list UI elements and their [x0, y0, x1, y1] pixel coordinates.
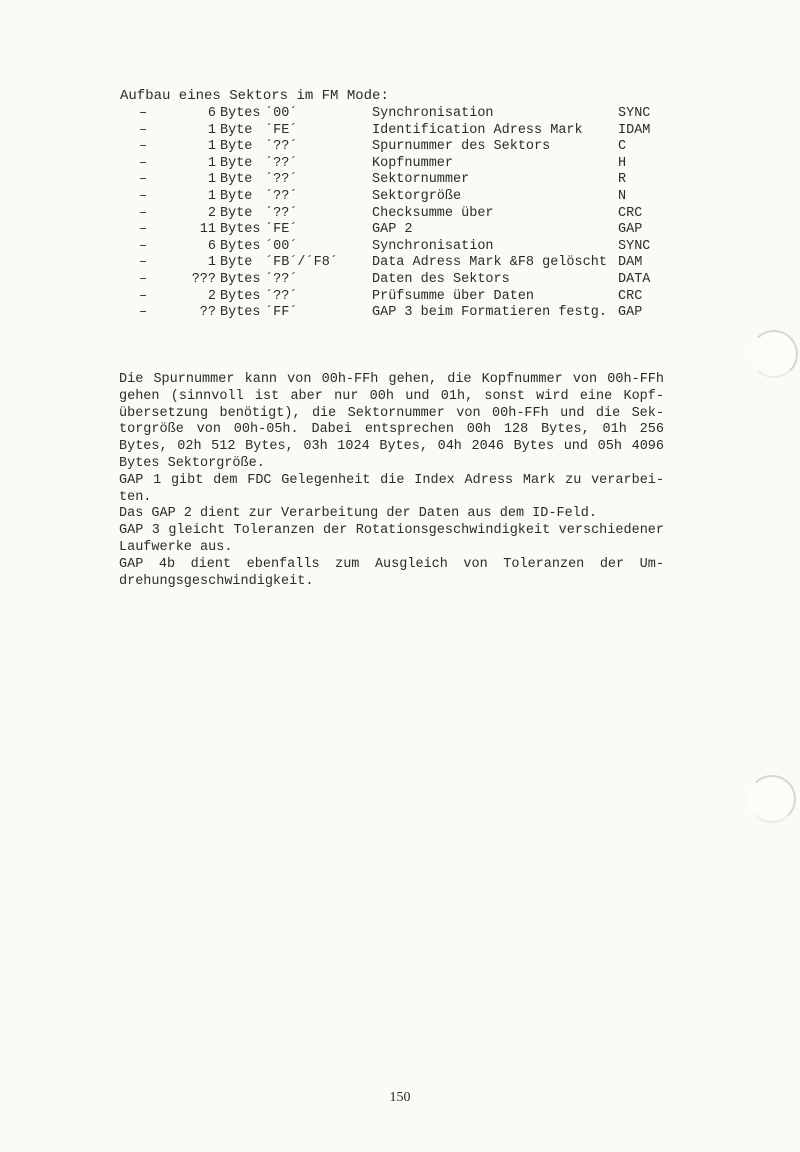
cell-count: ?? [199, 305, 216, 321]
page-number: 150 [389, 1090, 411, 1105]
cell-code: ´FB´/´F8´ [265, 255, 338, 271]
cell-desc: Sektorgröße [372, 188, 462, 204]
cell-code: ´??´ [265, 271, 298, 287]
cell-count: 6 [207, 238, 216, 254]
cell-desc: Synchronisation [372, 106, 494, 121]
cell-dash: – [138, 106, 148, 121]
paragraph: Das GAP 2 dient zur Verarbeitung der Daten aus dem ID-Feld. [119, 506, 597, 522]
cell-dash: – [138, 222, 148, 238]
cell-dash: – [138, 172, 148, 188]
cell-dash: – [138, 155, 148, 171]
cell-desc: Spurnummer des Sektors [372, 139, 551, 155]
table-row [120, 206, 678, 223]
cell-dash: – [138, 288, 148, 304]
cell-unit: Bytes [220, 106, 261, 121]
table-row [120, 305, 678, 322]
cell-unit: Byte [220, 188, 253, 204]
cell-count: 2 [207, 205, 216, 221]
cell-code: ´??´ [265, 172, 298, 188]
sector-structure-table [120, 106, 678, 322]
cell-count: ??? [191, 271, 216, 287]
paragraph: Die Spurnummer kann von 00h-FFh gehen, die Kopfnummer von 00h-FFh gehen (sinnvoll ist aber nur 00h und 01h, sonst wird eine Kopfübersetzung benötigt), die Sektornummer von 00h-FFh und die Sektorgröße von 00h-05h. Dabei entsprechen 00h 128 Bytes, 01h 256 Bytes, 02h 512 Bytes, 03h 1024 Bytes, 04h 2046 Bytes und 05h 4096 Bytes Sektorgröße. [119, 372, 664, 471]
cell-dash: – [138, 238, 148, 254]
paragraph: GAP 4b dient ebenfalls zum Ausgleich von Toleranzen der Umdrehungsgeschwindigkeit. [119, 556, 664, 589]
cell-count: 11 [199, 222, 216, 238]
cell-desc: Daten des Sektors [372, 271, 510, 287]
cell-count: 1 [207, 188, 216, 204]
cell-unit: Bytes [220, 305, 261, 321]
table-row [120, 239, 678, 256]
punch-hole-icon [750, 330, 798, 378]
cell-abbr: N [618, 188, 627, 204]
cell-unit: Bytes [220, 222, 261, 238]
table-row [120, 289, 678, 306]
cell-dash: – [138, 305, 148, 321]
table-row [120, 156, 678, 173]
section-heading: Aufbau eines Sektors im FM Mode: [120, 88, 389, 104]
cell-desc: Sektornummer [372, 172, 470, 188]
cell-unit: Byte [220, 255, 253, 271]
cell-abbr: GAP [618, 305, 643, 321]
cell-count: 1 [207, 139, 216, 155]
cell-desc: Identification Adress Mark [372, 122, 583, 138]
cell-code: ´??´ [265, 155, 298, 171]
cell-unit: Bytes [220, 238, 261, 254]
cell-code: ´??´ [265, 139, 298, 155]
cell-desc: Synchronisation [372, 238, 494, 254]
cell-abbr: R [618, 172, 627, 188]
punch-hole-icon [748, 775, 796, 823]
cell-count: 1 [207, 255, 216, 271]
cell-desc: Prüfsumme über Daten [372, 288, 535, 304]
cell-dash: – [138, 271, 148, 287]
cell-code: ´00´ [265, 106, 298, 121]
cell-unit: Bytes [220, 271, 261, 287]
table-row [120, 222, 678, 239]
cell-unit: Byte [220, 172, 253, 188]
cell-abbr: C [618, 139, 627, 155]
cell-abbr: CRC [618, 205, 643, 221]
cell-count: 1 [207, 172, 216, 188]
table-row [120, 189, 678, 206]
cell-count: 6 [207, 106, 216, 121]
cell-count: 1 [207, 155, 216, 171]
cell-code: ´FE´ [265, 222, 298, 238]
table-row [120, 139, 678, 156]
cell-dash: – [138, 255, 148, 271]
cell-desc: Data Adress Mark &F8 gelöscht [372, 255, 607, 271]
cell-abbr: H [618, 155, 627, 171]
cell-unit: Bytes [220, 288, 261, 304]
cell-code: ´FE´ [265, 122, 298, 138]
cell-dash: – [138, 205, 148, 221]
cell-unit: Byte [220, 139, 253, 155]
cell-abbr: SYNC [618, 238, 651, 254]
table-row [120, 272, 678, 289]
cell-code: ´00´ [265, 238, 298, 254]
table-row [120, 172, 678, 189]
cell-abbr: CRC [618, 288, 643, 304]
cell-desc: GAP 3 beim Formatieren festg. [372, 305, 607, 321]
paragraph: GAP 1 gibt dem FDC Gelegenheit die Index Adress Mark zu verarbeiten. [119, 472, 664, 505]
cell-unit: Byte [220, 122, 253, 138]
cell-desc: Kopfnummer [372, 155, 454, 171]
table-row [120, 255, 678, 272]
table-row [120, 123, 678, 140]
cell-code: ´??´ [265, 188, 298, 204]
cell-abbr: DATA [618, 271, 651, 287]
explanation-text [119, 372, 664, 590]
cell-desc: Checksumme über [372, 205, 494, 221]
cell-unit: Byte [220, 155, 253, 171]
cell-abbr: IDAM [618, 122, 651, 138]
cell-abbr: SYNC [618, 106, 651, 121]
table-row [120, 106, 678, 123]
cell-code: ´FF´ [265, 305, 298, 321]
cell-dash: – [138, 188, 148, 204]
cell-abbr: DAM [618, 255, 643, 271]
cell-count: 1 [207, 122, 216, 138]
cell-code: ´??´ [265, 288, 298, 304]
cell-abbr: GAP [618, 222, 643, 238]
cell-desc: GAP 2 [372, 222, 413, 238]
cell-code: ´??´ [265, 205, 298, 221]
paragraph: GAP 3 gleicht Toleranzen der Rotationsgeschwindigkeit verschiedener Laufwerke aus. [119, 523, 664, 555]
cell-dash: – [138, 139, 148, 155]
cell-unit: Byte [220, 205, 253, 221]
cell-dash: – [138, 122, 148, 138]
cell-count: 2 [207, 288, 216, 304]
